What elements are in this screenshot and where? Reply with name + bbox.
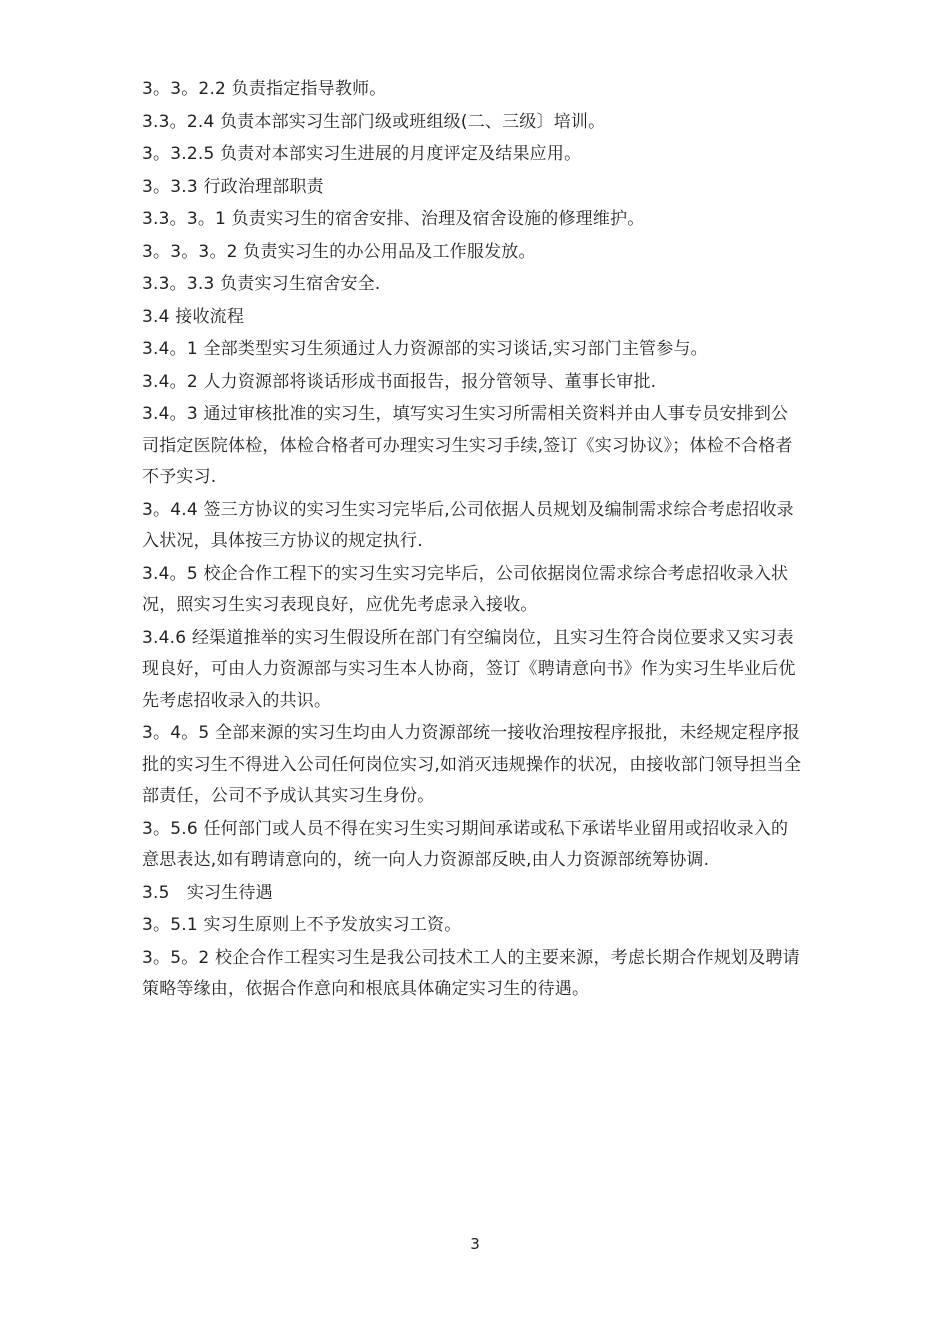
paragraph-3-3-3-2: 3。3。3。2 负责实习生的办公用品及工作服发放。 xyxy=(142,241,536,262)
page-number: 3 xyxy=(470,1235,480,1253)
paragraph-3-5-1: 3。5.1 实习生原则上不予发放实习工资。 xyxy=(142,915,462,935)
paragraph-3-4-5: 3.4。5 校企合作工程下的实习生实习完毕后，公司依据岗位需求综合考虑招收录入状况，照实习生实习表现良好，应优先考虑录入接收。 xyxy=(142,563,789,615)
paragraph-3-3-2-2: 3。3。2.2 负责指定指导教师。 xyxy=(142,79,387,99)
section-heading-3-3-3: 3。3.3 行政治理部职责 xyxy=(142,176,324,197)
paragraph-3-3-2-5: 3。3.2.5 负责对本部实习生进展的月度评定及结果应用。 xyxy=(142,144,582,164)
section-heading-3-4: 3.4 接收流程 xyxy=(142,306,245,327)
paragraph-3-3-2-4: 3.3。2.4 负责本部实习生部门级或班组级(二、三级〕培训。 xyxy=(142,111,606,132)
paragraph-3-4-4: 3。4.4 签三方协议的实习生实习完毕后,公司依据人员规划及编制需求综合考虑招收录入状况，具体按三方协议的规定执行. xyxy=(142,499,794,551)
paragraph-3-4-1: 3.4。1 全部类型实习生须通过人力资源部的实习谈话,实习部门主管参与。 xyxy=(142,339,708,359)
document-body xyxy=(142,74,802,1007)
paragraph-3-5-2: 3。5。2 校企合作工程实习生是我公司技术工人的主要来源，考虑长期合作规划及聘请策略等缘由，依据合作意向和根底具体确定实习生的待遇。 xyxy=(142,947,800,999)
paragraph-3-4-6: 3.4.6 经渠道推举的实习生假设所在部门有空编岗位，且实习生符合岗位要求又实习表现良好，可由人力资源部与实习生本人协商，签订《聘请意向书》作为实习生毕业后优先考虑招收录入的共识。 xyxy=(142,627,796,711)
paragraph-3-5-6: 3。5.6 任何部门或人员不得在实习生实习期间承诺或私下承诺毕业留用或招收录入的意思表达,如有聘请意向的，统一向人力资源部反映,由人力资源部统筹协调. xyxy=(142,818,789,870)
paragraph-3-4-2: 3.4。2 人力资源部将谈话形成书面报告，报分管领导、董事长审批. xyxy=(142,371,657,392)
paragraph-3-3-3-1: 3.3。3。1 负责实习生的宿舍安排、治理及宿舍设施的修理维护。 xyxy=(142,209,645,229)
section-heading-3-5: 3.5 实习生待遇 xyxy=(142,882,273,903)
paragraph-3-3-3-3: 3.3。3.3 负责实习生宿舍安全. xyxy=(142,274,381,294)
paragraph-3-4-3: 3.4。3 通过审核批准的实习生，填写实习生实习所需相关资料并由人事专员安排到公司指定医院体检，体检合格者可办理实习生实习手续,签订《实习协议》；体检不合格者不予实习. xyxy=(142,404,793,487)
paragraph-3-4-5-b: 3。4。5 全部来源的实习生均由人力资源部统一接收治理按程序报批，未经规定程序报批的实习生不得进入公司任何岗位实习,如消灭违规操作的状况，由接收部门领导担当全部责任，公司不予成认其实习生身份。 xyxy=(142,723,802,806)
